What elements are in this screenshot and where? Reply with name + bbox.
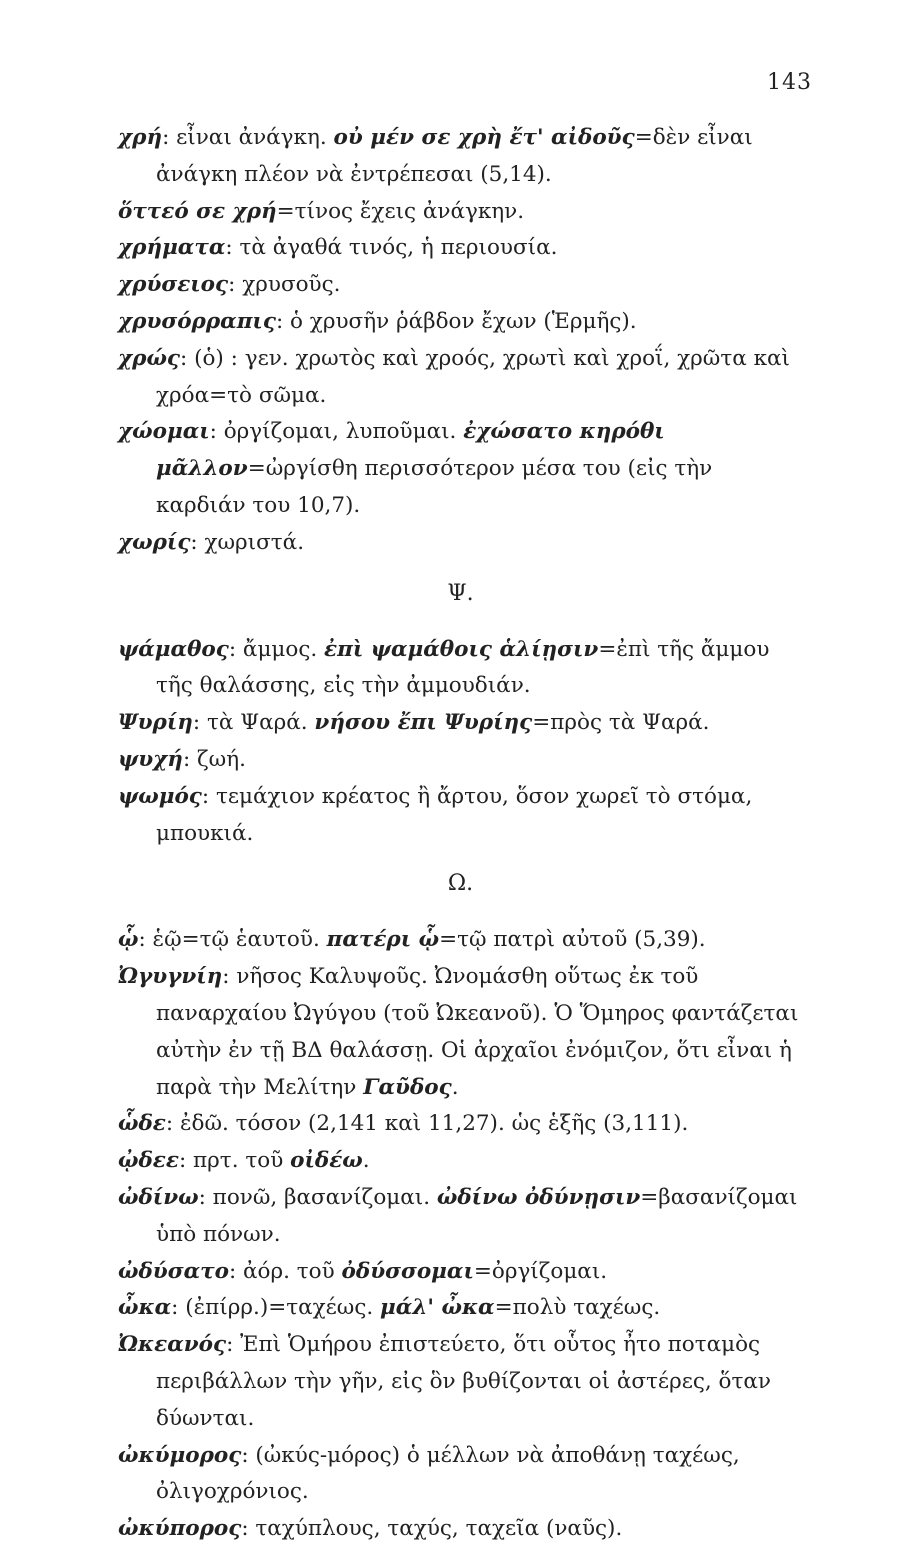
headword: χρύσειος xyxy=(118,272,229,298)
definition: : ἄμμος. xyxy=(228,636,325,662)
headword: ὅττεό σε χρή xyxy=(118,198,277,224)
definition-end: =ὀργίζομαι. xyxy=(473,1258,608,1284)
headword: χρή xyxy=(118,125,163,150)
headword: ὠδύσατο xyxy=(118,1258,229,1284)
definition: : (ὁ) : γεν. χρωτὸς καὶ χροός, χρωτὶ καὶ χροΐ, χρῶτα καὶ χρόα=τὸ σῶμα. xyxy=(156,345,790,408)
quotation: πατέρι ᾧ xyxy=(326,927,440,953)
entry xyxy=(118,194,803,231)
definition-end: . xyxy=(451,1074,459,1100)
translation: =δὲν εἶναι ἀνάγκη πλέον νὰ ἐντρέπεσαι (5,14). xyxy=(156,125,753,187)
headword: Ὠγυγνίη xyxy=(118,964,223,990)
entry xyxy=(118,1327,803,1437)
entry xyxy=(118,120,803,194)
translation: =βασανίζομαι ὑπὸ πόνων. xyxy=(156,1184,798,1247)
definition: : ζωή. xyxy=(182,746,246,772)
entry xyxy=(118,705,803,742)
entry xyxy=(118,1254,803,1291)
definition: : τεμάχιον κρέατος ἢ ἄρτου, ὅσον χωρεῖ τὸ στόμα, μπουκιά. xyxy=(156,783,753,846)
entry xyxy=(118,779,803,853)
headword: ψωμός xyxy=(118,783,202,809)
definition-end: . xyxy=(362,1148,370,1174)
headword: ὠδίνω xyxy=(118,1184,199,1210)
translation: =ἐπὶ τῆς ἄμμου τῆς θαλάσσης, εἰς τὴν ἀμμουδιάν. xyxy=(156,636,770,699)
headword: ὠκύπορος xyxy=(118,1516,242,1542)
section-letter-omega: Ω. xyxy=(447,871,474,897)
headword: ψάμαθος xyxy=(118,636,229,662)
quotation: οὐ μέν σε χρὴ ἔτ' αἰδοῦς xyxy=(333,125,635,150)
bold-term: οἰδέω xyxy=(290,1148,363,1174)
definition: : (ἐπίρρ.)=ταχέως. xyxy=(171,1295,381,1321)
quotation: ἐπὶ ψαμάθοις ἁλίῃσιν xyxy=(324,636,599,662)
headword: ὠκύμορος xyxy=(118,1442,242,1468)
headword: Ψυρίη xyxy=(118,710,193,736)
page-number: 143 xyxy=(767,70,812,95)
entry xyxy=(118,1438,803,1512)
headword: ᾧ xyxy=(118,927,139,953)
definition: : πονῶ, βασανίζομαι. xyxy=(198,1184,437,1210)
entry xyxy=(118,1180,803,1254)
quotation: μάλ' ὦκα xyxy=(380,1295,495,1321)
definition: : ἐδῶ. τόσον (2,141 καὶ 11,27). ὡς ἑξῆς (3,111). xyxy=(165,1111,689,1137)
definition: : Ἐπὶ Ὁμήρου ἐπιστεύετο, ὅτι οὗτος ἦτο ποταμὸς περιβάλλων τὴν γῆν, εἰς ὃν βυθίζονται οἱ ἀστέρες, ὅταν δύωνται. xyxy=(156,1332,771,1431)
definition: : πρτ. τοῦ xyxy=(178,1148,291,1174)
entry xyxy=(118,1290,803,1327)
headword: χρυσόρραπις xyxy=(118,308,276,334)
quotation: ὠδίνω ὀδύνῃσιν xyxy=(436,1184,641,1210)
headword: ὦκα xyxy=(118,1295,172,1321)
entry xyxy=(118,414,803,524)
definition: : ὀργίζομαι, λυποῦμαι. xyxy=(209,419,464,445)
definition: : ταχύπλους, ταχύς, ταχεῖα (ναῦς). xyxy=(241,1516,623,1542)
definition: : νῆσος Καλυψοῦς. Ὠνομάσθη οὕτως ἐκ τοῦ παναρχαίου Ὠγύγου (τοῦ Ὠκεανοῦ). Ὁ Ὅμηρος φαντάζεται αὐτὴν ἐν τῇ ΒΔ θαλάσσῃ. Οἱ ἀρχαῖοι ἐνόμιζον, ὅτι εἶναι ἡ παρὰ τὴν Μελίτην xyxy=(156,964,799,1100)
definition: : τὰ ἀγαθά τινός, ἡ περιουσία. xyxy=(225,235,558,261)
entry xyxy=(118,304,803,341)
headword: χρήματα xyxy=(118,235,226,261)
entry xyxy=(118,632,803,706)
entry xyxy=(118,525,803,562)
headword: χρώς xyxy=(118,345,181,371)
entry xyxy=(118,959,803,1106)
dictionary-column xyxy=(118,120,803,1548)
entry xyxy=(118,341,803,415)
definition: : ἑῷ=τῷ ἑαυτοῦ. xyxy=(138,927,327,953)
entry xyxy=(118,742,803,779)
entry xyxy=(118,1511,803,1548)
definition: =τίνος ἔχεις ἀνάγκην. xyxy=(276,198,525,224)
headword: χωρίς xyxy=(118,529,191,555)
headword: χώομαι xyxy=(118,419,210,445)
entry xyxy=(118,230,803,267)
bold-term: Γαῦδος xyxy=(363,1074,452,1100)
translation: =ὠργίσθη περισσότερον μέσα του (εἰς τὴν καρδιάν του 10,7). xyxy=(156,456,713,518)
entry xyxy=(118,922,803,959)
bold-term: ὀδύσσομαι xyxy=(341,1258,474,1284)
definition: : χρυσοῦς. xyxy=(228,272,341,298)
entry xyxy=(118,1143,803,1180)
definition: : χωριστά. xyxy=(190,529,305,555)
entry xyxy=(118,267,803,304)
definition: : τὰ Ψαρά. xyxy=(192,710,315,736)
headword: ψυχή xyxy=(118,746,183,772)
definition: : εἶναι ἀνάγκη. xyxy=(162,125,334,150)
section-letter-psi: Ψ. xyxy=(447,580,474,606)
translation: =πολὺ ταχέως. xyxy=(494,1295,661,1321)
quotation: νήσου ἔπι Ψυρίης xyxy=(314,710,533,736)
headword: Ὠκεανός xyxy=(118,1332,227,1358)
definition: : (ὠκύς-μόρος) ὁ μέλλων νὰ ἀποθάνῃ ταχέως, ὀλιγοχρόνιος. xyxy=(156,1442,740,1505)
entry xyxy=(118,1106,803,1143)
definition: : ἀόρ. τοῦ xyxy=(228,1258,342,1284)
definition: : ὁ χρυσῆν ῥάβδον ἔχων (Ἑρμῆς). xyxy=(275,308,637,334)
headword: ᾠδεε xyxy=(118,1148,179,1174)
quotation: ἐχώσατο κηρόθι μᾶλλον xyxy=(156,419,665,482)
translation: =πρὸς τὰ Ψαρά. xyxy=(532,710,710,736)
headword: ὧδε xyxy=(118,1111,166,1137)
translation: =τῷ πατρὶ αὐτοῦ (5,39). xyxy=(439,927,706,953)
